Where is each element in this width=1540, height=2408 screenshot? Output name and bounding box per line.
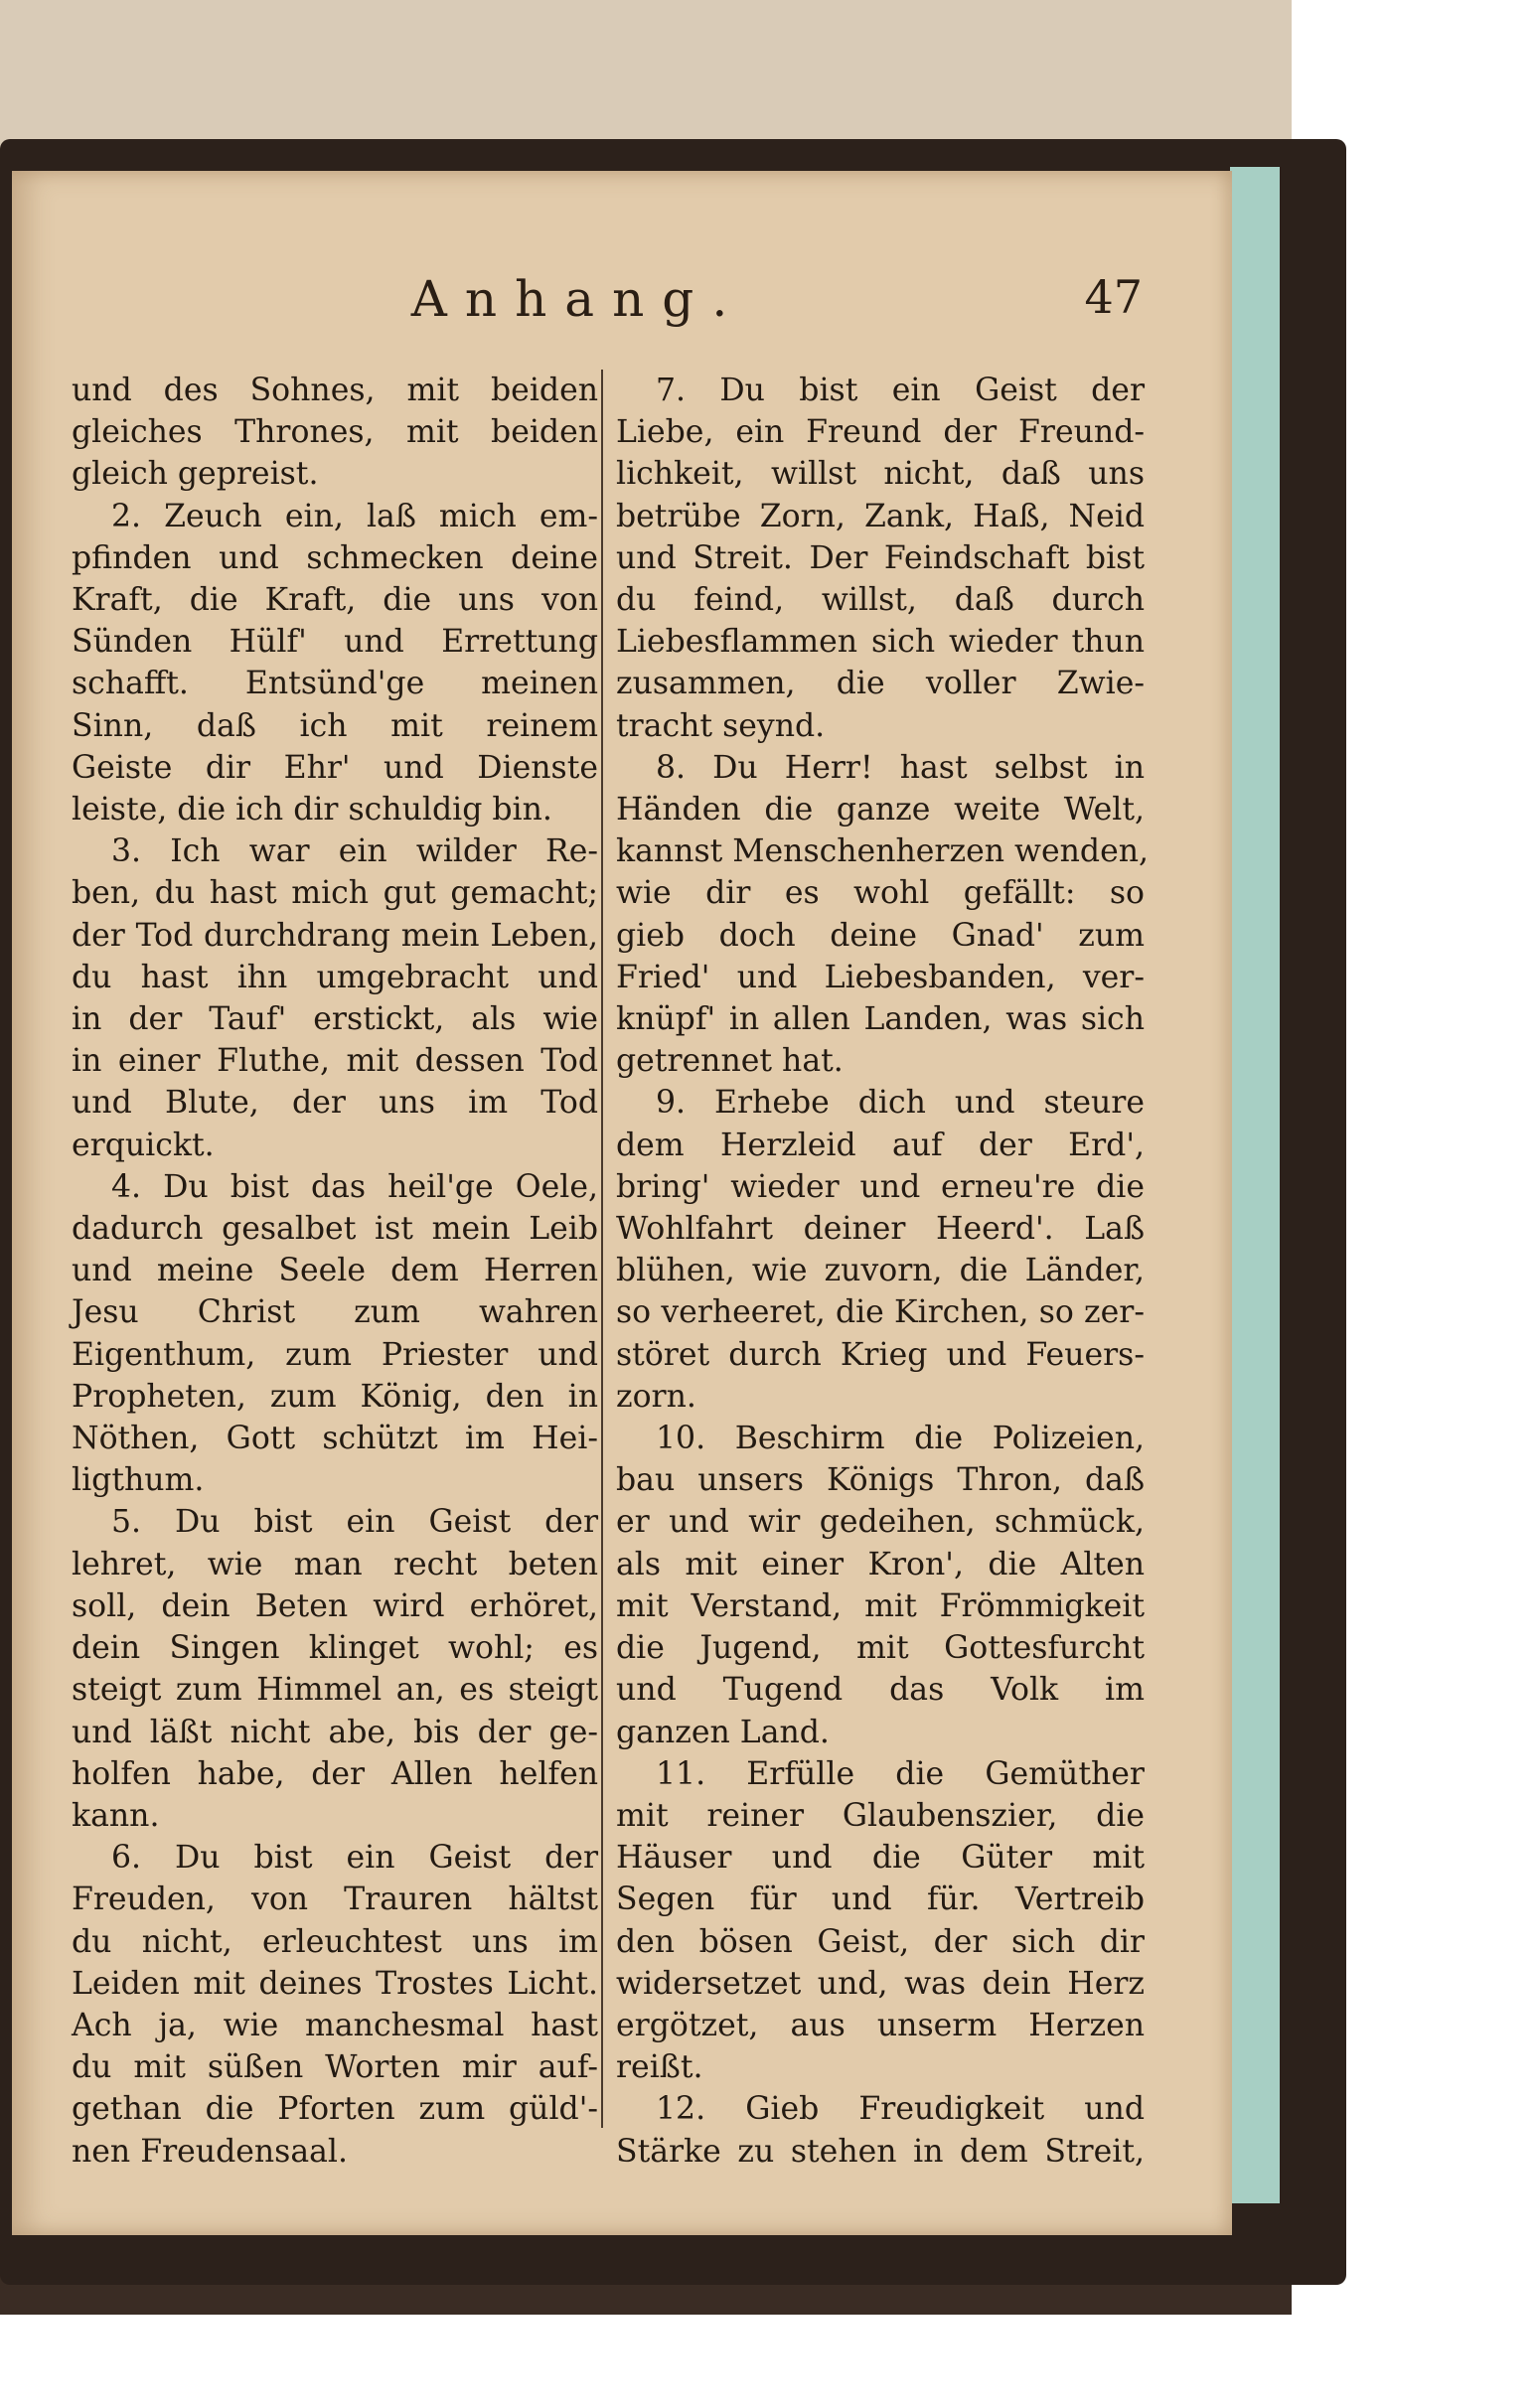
text-line: steigt zum Himmel an, es steigt: [72, 1672, 598, 1709]
page-edge: [1230, 167, 1280, 2203]
text-line: betrübe Zorn, Zank, Haß, Neid: [616, 498, 1145, 534]
text-line: 12. Gieb Freudigkeit und: [656, 2091, 1145, 2128]
text-line: Wohlfahrt deiner Heerd'. Laß: [616, 1211, 1145, 1248]
text-line: so verheeret, die Kirchen, so zer-: [616, 1294, 1145, 1331]
text-line: du feind, willst, daß durch: [616, 582, 1145, 619]
text-line: und des Sohnes, mit beiden: [72, 373, 598, 408]
text-line: gethan die Pforten zum güld'-: [72, 2091, 598, 2128]
text-line: Geiste dir Ehr' und Dienste: [72, 749, 598, 786]
column-divider: [601, 370, 603, 2128]
text-line: mit Verstand, mit Frömmigkeit: [616, 1587, 1145, 1624]
text-line: dein Singen klinget wohl; es: [72, 1630, 598, 1667]
text-line: er und wir gedeihen, schmück,: [616, 1504, 1145, 1541]
text-line: Fried' und Liebesbanden, ver-: [616, 959, 1145, 995]
text-line: Freuden, von Trauren hältst: [72, 1881, 598, 1918]
backdrop-bottom: [0, 2315, 1540, 2408]
text-line: mit reiner Glaubenszier, die: [616, 1797, 1145, 1834]
text-line: Sünden Hülf' und Errettung: [72, 624, 598, 661]
page-header: [81, 270, 1143, 350]
text-line: gleiches Thrones, mit beiden: [72, 414, 598, 451]
text-line: dadurch gesalbet ist mein Leib: [72, 1211, 598, 1248]
text-line: schafft. Entsünd'ge meinen: [72, 666, 598, 702]
text-line: kannst Menschenherzen wenden,: [616, 833, 1150, 870]
text-line: 11. Erfülle die Gemüther: [656, 1755, 1145, 1792]
text-line: Häuser und die Güter mit: [616, 1840, 1145, 1877]
text-line: der Tod durchdrang mein Leben,: [72, 917, 598, 954]
text-line: ben, du hast mich gut gemacht;: [72, 875, 598, 912]
text-line: 4. Du bist das heil'ge Oele,: [111, 1168, 598, 1205]
text-line: als mit einer Kron', die Alten: [616, 1546, 1145, 1582]
right-column: [616, 370, 1150, 2173]
text-line: 10. Beschirm die Polizeien,: [656, 1421, 1145, 1457]
text-line: den bösen Geist, der sich dir: [616, 1923, 1145, 1960]
text-line: 7. Du bist ein Geist der: [656, 373, 1145, 408]
text-line: du mit süßen Worten mir auf-: [72, 2049, 598, 2086]
text-line: in der Tauf' erstickt, als wie: [72, 1001, 598, 1038]
text-line: pfinden und schmecken deine: [72, 539, 598, 576]
page-number: 47: [1084, 270, 1143, 324]
running-title: Anhang.: [410, 270, 746, 328]
text-line: Segen für und für. Vertreib: [616, 1881, 1145, 1918]
text-line: in einer Fluthe, mit dessen Tod: [72, 1043, 598, 1080]
text-line: bring' wieder und erneu're die: [616, 1168, 1145, 1205]
text-line: störet durch Krieg und Feuers-: [616, 1336, 1145, 1373]
text-line: 2. Zeuch ein, laß mich em-: [111, 498, 598, 534]
text-line: erquickt.: [72, 1127, 215, 1163]
text-line: Eigenthum, zum Priester und: [72, 1336, 598, 1373]
text-line: reißt.: [616, 2049, 703, 2086]
text-line: gleich gepreist.: [72, 456, 319, 493]
text-line: soll, dein Beten wird erhöret,: [72, 1587, 598, 1624]
text-line: blühen, wie zuvorn, die Länder,: [616, 1253, 1145, 1289]
text-line: lehret, wie man recht beten: [72, 1546, 598, 1582]
text-line: du nicht, erleuchtest uns im: [72, 1923, 598, 1960]
text-line: widersetzet und, was dein Herz: [616, 1965, 1145, 2002]
text-line: und läßt nicht abe, bis der ge-: [72, 1714, 598, 1750]
text-line: nen Freudensaal.: [72, 2133, 348, 2170]
text-line: Ach ja, wie manchesmal hast: [72, 2007, 598, 2043]
text-line: bau unsers Königs Thron, daß: [616, 1462, 1145, 1499]
text-line: leiste, die ich dir schuldig bin.: [72, 792, 552, 828]
text-line: kann.: [72, 1797, 160, 1834]
text-line: 8. Du Herr! hast selbst in: [656, 749, 1145, 786]
left-column: [72, 370, 598, 2173]
text-line: Leiden mit deines Trostes Licht.: [72, 1965, 598, 2002]
text-line: 5. Du bist ein Geist der: [111, 1504, 598, 1541]
text-line: und Tugend das Volk im: [616, 1672, 1145, 1709]
text-line: knüpf' in allen Landen, was sich: [616, 1001, 1145, 1038]
text-line: Nöthen, Gott schützt im Hei-: [72, 1421, 598, 1457]
text-line: zorn.: [616, 1378, 696, 1415]
text-line: lichkeit, willst nicht, daß uns: [616, 456, 1145, 493]
book-page: [12, 171, 1232, 2235]
text-line: 3. Ich war ein wilder Re-: [111, 833, 598, 870]
text-line: holfen habe, der Allen helfen: [72, 1755, 598, 1792]
text-line: dem Herzleid auf der Erd',: [616, 1127, 1145, 1163]
text-line: Liebe, ein Freund der Freund-: [616, 414, 1145, 451]
text-line: getrennet hat.: [616, 1043, 844, 1080]
text-line: die Jugend, mit Gottesfurcht: [616, 1630, 1145, 1667]
text-line: 9. Erhebe dich und steure: [656, 1085, 1145, 1122]
text-line: Jesu Christ zum wahren: [72, 1294, 598, 1331]
text-line: ergötzet, aus unserm Herzen: [616, 2007, 1145, 2043]
text-line: zusammen, die voller Zwie-: [616, 666, 1145, 702]
text-line: Propheten, zum König, den in: [72, 1378, 598, 1415]
text-line: ligthum.: [72, 1462, 205, 1499]
text-line: ganzen Land.: [616, 1714, 830, 1750]
text-line: Sinn, daß ich mit reinem: [72, 707, 598, 744]
text-line: und Blute, der uns im Tod: [72, 1085, 598, 1122]
text-line: gieb doch deine Gnad' zum: [616, 917, 1145, 954]
text-line: Stärke zu stehen in dem Streit,: [616, 2133, 1145, 2170]
text-line: tracht seynd.: [616, 707, 826, 744]
text-line: Kraft, die Kraft, die uns von: [72, 582, 598, 619]
text-line: und Streit. Der Feindschaft bist: [616, 539, 1145, 576]
text-line: du hast ihn umgebracht und: [72, 959, 598, 995]
text-line: und meine Seele dem Herren: [72, 1253, 598, 1289]
text-line: wie dir es wohl gefällt: so: [616, 875, 1145, 912]
text-line: Händen die ganze weite Welt,: [616, 792, 1145, 828]
text-line: 6. Du bist ein Geist der: [111, 1840, 598, 1877]
text-line: Liebesflammen sich wieder thun: [616, 624, 1145, 661]
